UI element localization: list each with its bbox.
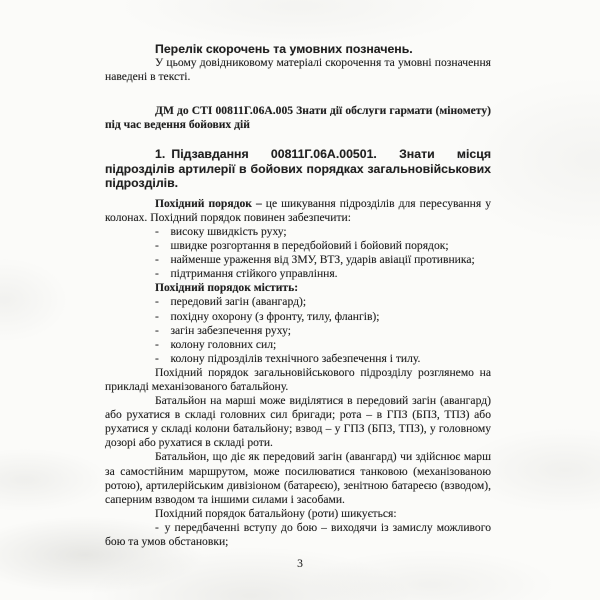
section-heading: Перелік скорочень та умовних позначень. xyxy=(155,42,413,56)
paragraph-formation: Похідний порядок батальйону (роти) шикується: xyxy=(155,506,397,520)
page-number: 3 xyxy=(297,557,303,570)
list-item: - високу швидкість руху; xyxy=(155,224,287,238)
list-item: - колону головних сил; xyxy=(155,337,277,351)
text-column xyxy=(105,42,491,549)
march-order-definition xyxy=(105,197,491,225)
list-item: - колону підрозділів технічного забезпечення і тилу. xyxy=(155,351,421,365)
march-order-definition-text: це шикування підрозділів для пересування у колонах. Похідний порядок повинен забезпечити: xyxy=(105,196,491,224)
contains-heading: Похідний порядок містить: xyxy=(155,281,299,295)
list-item: - похідну охорону (з фронту, тилу, флангів); xyxy=(155,309,380,323)
components-list xyxy=(105,295,491,365)
list-item: - підтримання стійкого управління. xyxy=(155,267,338,281)
paragraph-battalion-advance: Батальйон, що діє як передовий загін (авангард) чи здійснює марш за самостійним маршрутом, може посилюватися танковою (механізованою ротою), артилерійським дивізіоном (батареєю), зенітною батареєю (взводом), саперним взводом та іншими силами і засобами. xyxy=(105,450,491,506)
list-item: - найменше ураження від ЗМУ, ВТЗ, ударів авіації противника; xyxy=(155,253,475,267)
subtask-heading: 1. Підзавдання 00811Г.06А.00501. Знати місця підрозділів артилерії в бойових порядках загальновійськових підрозділів. xyxy=(105,147,491,190)
paragraph-example: Похідний порядок загальновійськового підрозділу розглянемо на прикладі механізованого батальйону. xyxy=(105,365,491,393)
march-order-term: Похідний порядок – xyxy=(155,196,262,210)
list-item: - загін забезпечення руху; xyxy=(155,323,291,337)
formation-list-item: - у передбаченні вступу до бою – виходячи із замислу можливого бою та умов обстановки; xyxy=(105,520,491,548)
list-item: - швидке розгортання в передбойовий і бойовий порядок; xyxy=(155,239,449,253)
paragraph-battalion-march: Батальйон на марші може виділятися в передовий загін (авангард) або рухатися в складі головних сил бригади; рота – в ГПЗ (БПЗ, ТПЗ) або рухатися у складі колони батальйону; взвод – у ГПЗ (БПЗ, ТПЗ), у головному дозорі або рухатися в складі роти. xyxy=(105,394,491,450)
list-item: - передовий загін (авангард); xyxy=(155,295,307,309)
dm-heading: ДМ до СТІ 00811Г.06А.005 Знати дії обслуги гармати (міномету) під час ведення бойових дій xyxy=(105,104,491,132)
requirements-list xyxy=(105,225,491,281)
intro-paragraph: У цьому довідниковому матеріалі скорочення та умовні позначення наведені в тексті. xyxy=(105,56,491,84)
